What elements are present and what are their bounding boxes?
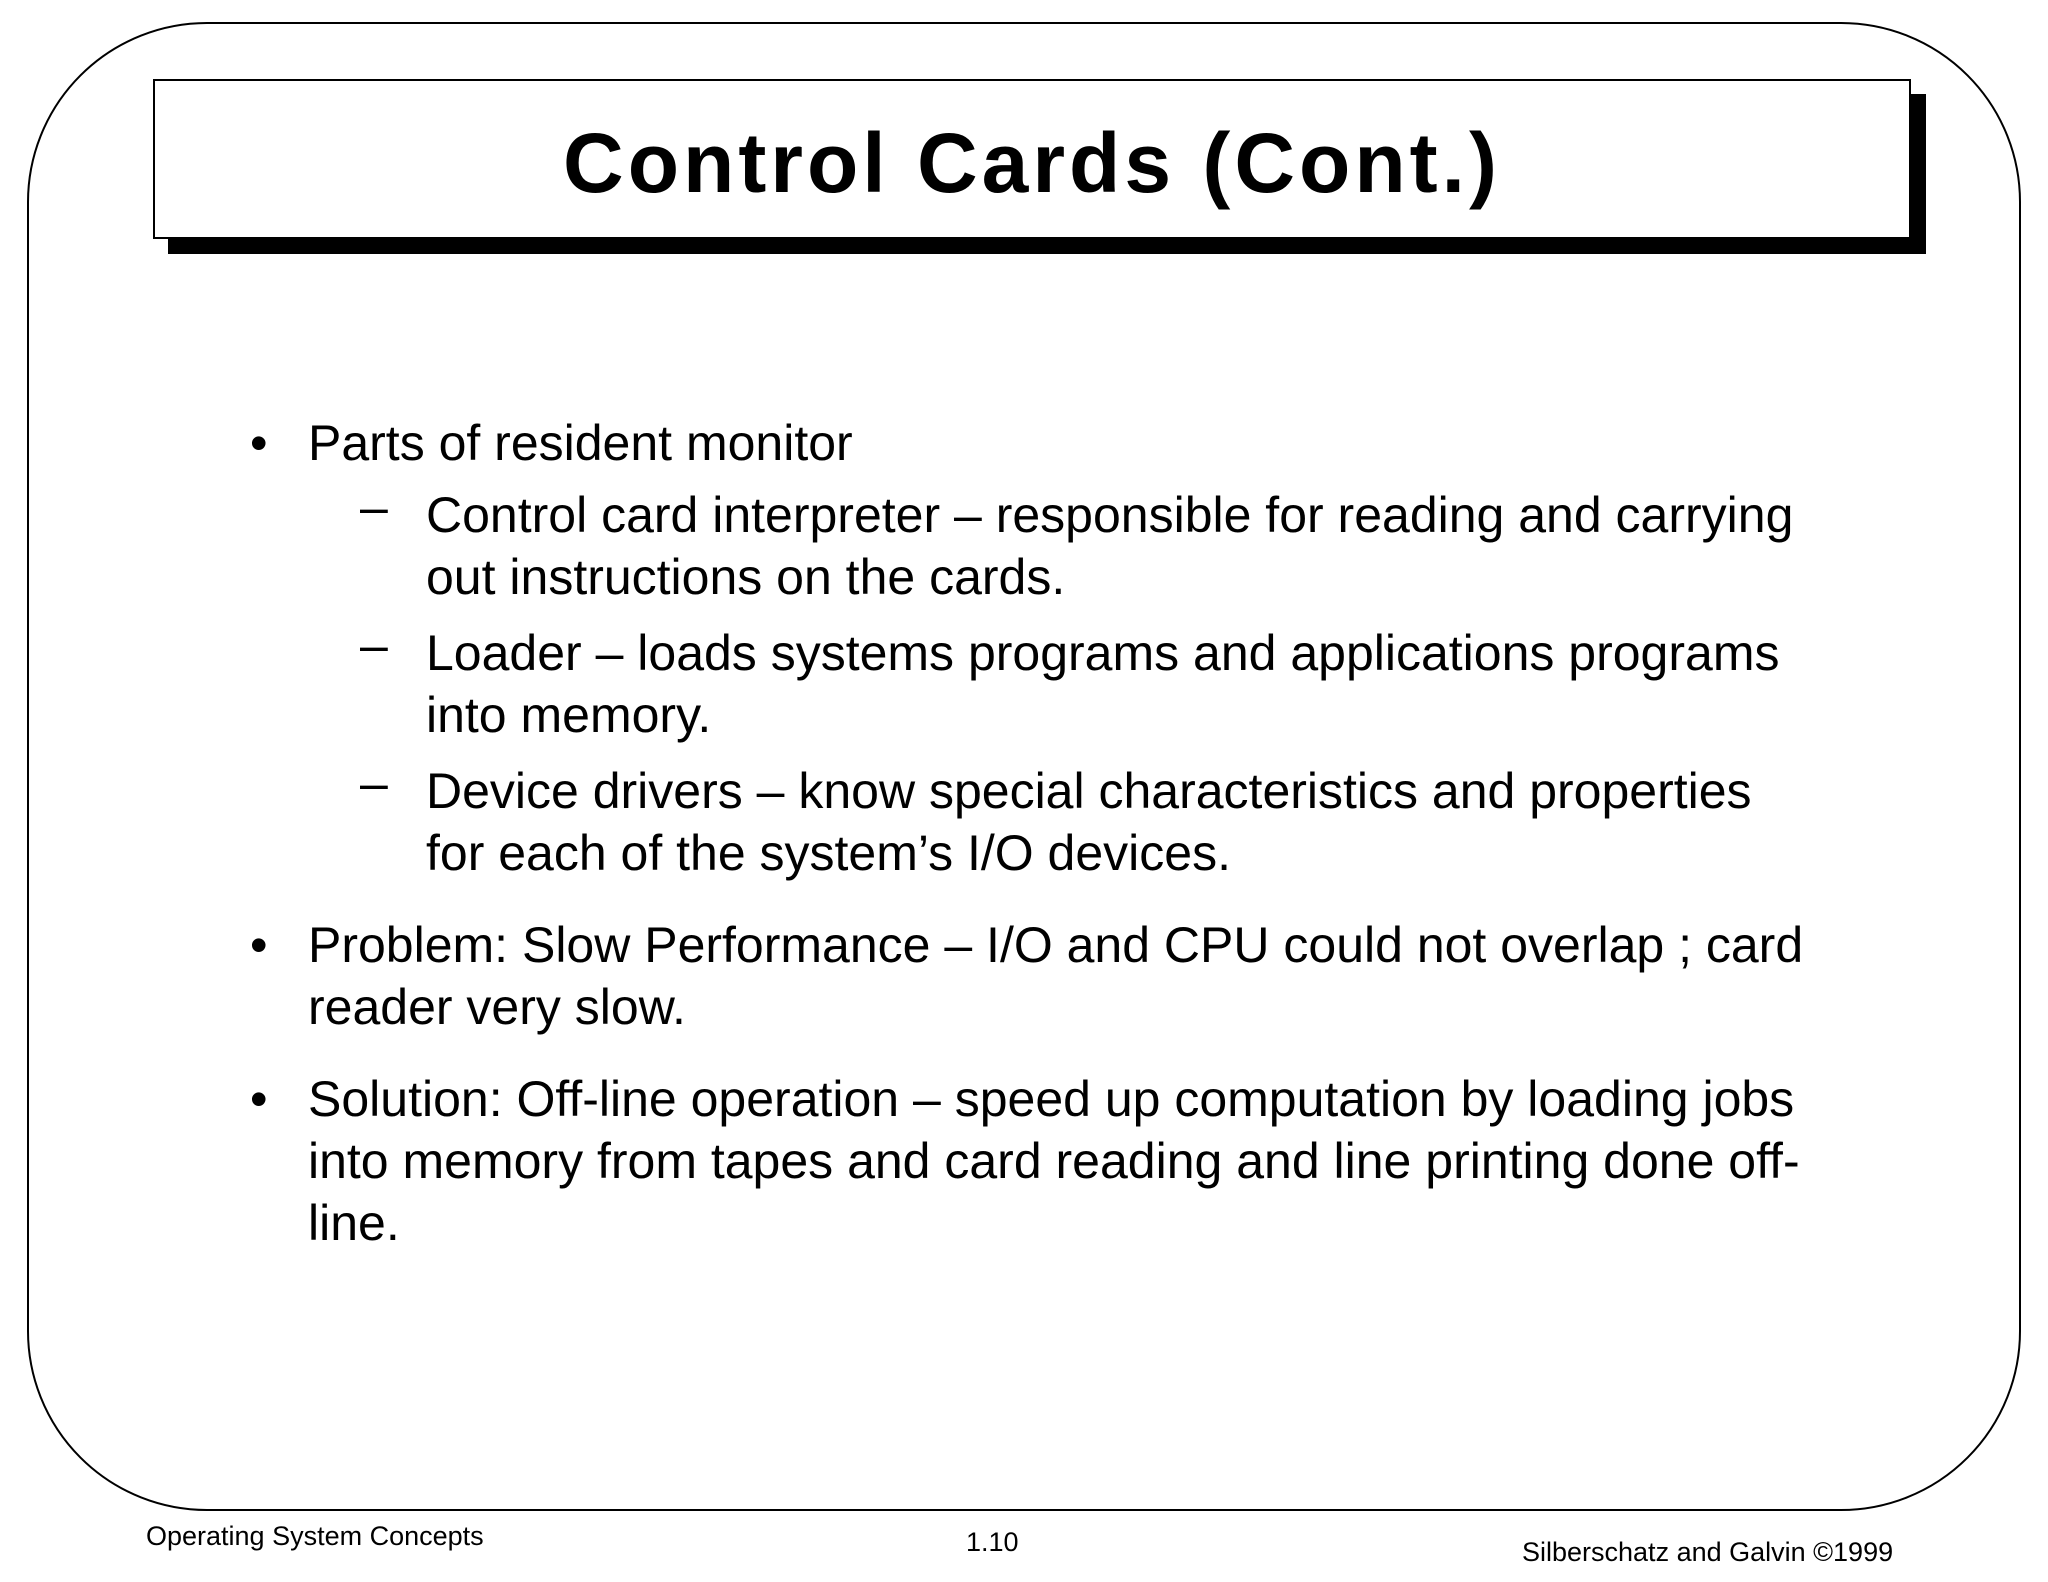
sub-text: Loader – loads systems programs and applications programs into memory. bbox=[426, 625, 1780, 743]
bullet-dot-icon: • bbox=[250, 415, 268, 471]
dash-icon: – bbox=[360, 755, 388, 811]
bullet-text: Solution: Off-line operation – speed up computation by loading jobs into memory from tapes and card reading and line printing done off-line. bbox=[308, 1071, 1800, 1251]
bullet-text: Problem: Slow Performance – I/O and CPU could not overlap ; card reader very slow. bbox=[308, 917, 1804, 1035]
sub-list bbox=[308, 479, 1810, 884]
sub-item bbox=[250, 479, 1810, 608]
sub-item bbox=[250, 755, 1810, 884]
slide-title: Control Cards (Cont.) bbox=[563, 116, 1501, 210]
footer-page-number: 1.10 bbox=[966, 1527, 1019, 1557]
bullet-item bbox=[250, 412, 1810, 884]
sub-item bbox=[250, 617, 1810, 746]
bullet-item bbox=[250, 914, 1810, 1038]
sub-text: Control card interpreter – responsible for reading and carrying out instructions on the cards. bbox=[426, 487, 1794, 605]
bullet-list bbox=[250, 412, 1810, 1254]
footer-copyright: Silberschatz and Galvin ©1999 bbox=[1522, 1537, 1894, 1567]
sub-text: Device drivers – know special characteristics and properties for each of the system’s I/O devices. bbox=[426, 763, 1752, 881]
bullet-text: Parts of resident monitor bbox=[308, 415, 853, 471]
bullet-item bbox=[250, 1068, 1810, 1254]
bullet-dot-icon: • bbox=[250, 1071, 268, 1127]
dash-icon: – bbox=[360, 617, 388, 673]
dash-icon: – bbox=[360, 479, 388, 535]
title-box bbox=[153, 79, 1911, 239]
footer-book-title: Operating System Concepts bbox=[146, 1521, 484, 1551]
bullet-dot-icon: • bbox=[250, 917, 268, 973]
